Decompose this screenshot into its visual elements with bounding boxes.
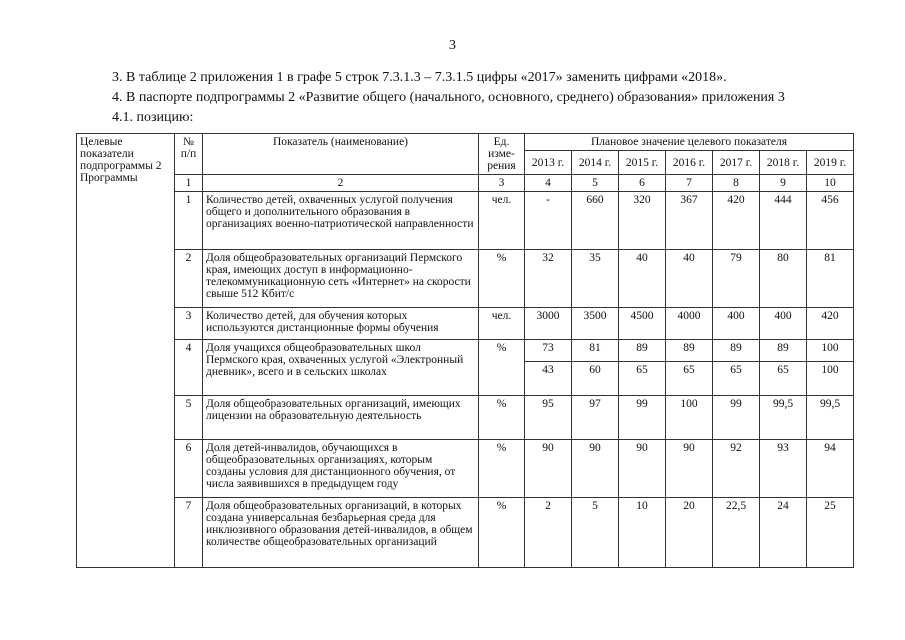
row-value: 100 bbox=[666, 396, 713, 440]
row-unit: % bbox=[479, 340, 525, 396]
row-indicator: Доля учащихся общеобразовательных школ Пермского края, охваченных услугой «Электронный дневник», всего и в сельских школах bbox=[203, 340, 479, 396]
row-value: 40 bbox=[619, 250, 666, 308]
table-row bbox=[77, 340, 854, 362]
header-year: 2017 г. bbox=[713, 151, 760, 175]
row-indicator: Доля общеобразовательных организаций Пермского края, имеющих доступ в информационно-телекоммуникационную сеть «Интернет» на скорости свыше 512 Кбит/с bbox=[203, 250, 479, 308]
paragraph-3: 4.1. позицию: bbox=[112, 110, 194, 125]
index-cell: 9 bbox=[760, 175, 807, 192]
row-value: - bbox=[525, 192, 572, 250]
index-cell: 3 bbox=[479, 175, 525, 192]
row-indicator: Доля общеобразовательных организаций, в которых создана универсальная безбарьерная среда для инклюзивного образования детей-инвалидов, в общем количестве общеобразовательных организаций bbox=[203, 498, 479, 568]
row-value: 367 bbox=[666, 192, 713, 250]
header-unit: Ед. изме-рения bbox=[479, 134, 525, 175]
header-year: 2018 г. bbox=[760, 151, 807, 175]
row-value: 99,5 bbox=[760, 396, 807, 440]
table-row bbox=[77, 440, 854, 498]
row-value-rural: 65 bbox=[619, 362, 666, 396]
row-unit: % bbox=[479, 498, 525, 568]
row-num: 3 bbox=[175, 308, 203, 340]
group-label-cell: Целевые показатели подпрограммы 2 Программы bbox=[77, 134, 175, 568]
row-value: 81 bbox=[572, 340, 619, 362]
page-number: 3 bbox=[449, 38, 456, 53]
target-indicators-table bbox=[76, 133, 854, 568]
row-value: 24 bbox=[760, 498, 807, 568]
row-value: 97 bbox=[572, 396, 619, 440]
header-year: 2013 г. bbox=[525, 151, 572, 175]
row-value: 3500 bbox=[572, 308, 619, 340]
row-value: 2 bbox=[525, 498, 572, 568]
row-value: 400 bbox=[760, 308, 807, 340]
row-num: 1 bbox=[175, 192, 203, 250]
row-value: 81 bbox=[807, 250, 854, 308]
row-value-rural: 43 bbox=[525, 362, 572, 396]
row-value: 660 bbox=[572, 192, 619, 250]
row-value: 99 bbox=[619, 396, 666, 440]
header-indicator: Показатель (наименование) bbox=[203, 134, 479, 175]
row-value-rural: 65 bbox=[666, 362, 713, 396]
row-value: 93 bbox=[760, 440, 807, 498]
index-cell: 2 bbox=[203, 175, 479, 192]
row-value-rural: 65 bbox=[760, 362, 807, 396]
table-row bbox=[77, 250, 854, 308]
row-unit: чел. bbox=[479, 192, 525, 250]
row-value: 40 bbox=[666, 250, 713, 308]
index-cell: 7 bbox=[666, 175, 713, 192]
index-cell: 5 bbox=[572, 175, 619, 192]
row-value: 4000 bbox=[666, 308, 713, 340]
row-value: 20 bbox=[666, 498, 713, 568]
row-value: 92 bbox=[713, 440, 760, 498]
paragraph-1: 3. В таблице 2 приложения 1 в графе 5 строк 7.3.1.3 – 7.3.1.5 цифры «2017» заменить цифрами «2018». bbox=[112, 70, 727, 85]
row-num: 6 bbox=[175, 440, 203, 498]
row-num: 4 bbox=[175, 340, 203, 396]
row-value: 4500 bbox=[619, 308, 666, 340]
row-value-rural: 65 bbox=[713, 362, 760, 396]
header-year: 2015 г. bbox=[619, 151, 666, 175]
header-row-1 bbox=[77, 134, 854, 151]
row-indicator: Количество детей, охваченных услугой получения общего и дополнительного образования в организациях военно-патриотической направленности bbox=[203, 192, 479, 250]
row-value: 320 bbox=[619, 192, 666, 250]
header-plan: Плановое значение целевого показателя bbox=[525, 134, 854, 151]
header-year: 2019 г. bbox=[807, 151, 854, 175]
row-value: 400 bbox=[713, 308, 760, 340]
row-value: 5 bbox=[572, 498, 619, 568]
row-value: 94 bbox=[807, 440, 854, 498]
row-value: 89 bbox=[619, 340, 666, 362]
row-value: 95 bbox=[525, 396, 572, 440]
index-cell: 6 bbox=[619, 175, 666, 192]
row-value: 90 bbox=[572, 440, 619, 498]
row-value: 99 bbox=[713, 396, 760, 440]
row-value: 22,5 bbox=[713, 498, 760, 568]
row-value: 89 bbox=[666, 340, 713, 362]
index-cell: 8 bbox=[713, 175, 760, 192]
table-row bbox=[77, 308, 854, 340]
row-num: 2 bbox=[175, 250, 203, 308]
row-value: 444 bbox=[760, 192, 807, 250]
row-indicator: Доля общеобразовательных организаций, имеющих лицензии на образовательную деятельность bbox=[203, 396, 479, 440]
row-value: 99,5 bbox=[807, 396, 854, 440]
row-value: 35 bbox=[572, 250, 619, 308]
row-unit: чел. bbox=[479, 308, 525, 340]
row-value: 32 bbox=[525, 250, 572, 308]
row-value: 90 bbox=[619, 440, 666, 498]
row-value: 79 bbox=[713, 250, 760, 308]
row-value: 420 bbox=[713, 192, 760, 250]
row-unit: % bbox=[479, 250, 525, 308]
row-value: 90 bbox=[525, 440, 572, 498]
index-cell: 10 bbox=[807, 175, 854, 192]
row-indicator: Доля детей-инвалидов, обучающихся в общеобразовательных организациях, которым созданы условия для дистанционного обучения, от числа заявившихся в предыдущем году bbox=[203, 440, 479, 498]
row-value: 80 bbox=[760, 250, 807, 308]
row-value-rural: 100 bbox=[807, 362, 854, 396]
table-row bbox=[77, 396, 854, 440]
row-value: 456 bbox=[807, 192, 854, 250]
row-value: 89 bbox=[760, 340, 807, 362]
index-cell: 4 bbox=[525, 175, 572, 192]
row-num: 7 bbox=[175, 498, 203, 568]
row-unit: % bbox=[479, 440, 525, 498]
row-indicator: Количество детей, для обучения которых используются дистанционные формы обучения bbox=[203, 308, 479, 340]
header-year: 2014 г. bbox=[572, 151, 619, 175]
row-value: 90 bbox=[666, 440, 713, 498]
header-year: 2016 г. bbox=[666, 151, 713, 175]
row-value: 73 bbox=[525, 340, 572, 362]
row-value-rural: 60 bbox=[572, 362, 619, 396]
row-value: 3000 bbox=[525, 308, 572, 340]
row-value: 420 bbox=[807, 308, 854, 340]
row-value: 100 bbox=[807, 340, 854, 362]
index-cell: 1 bbox=[175, 175, 203, 192]
row-value: 89 bbox=[713, 340, 760, 362]
index-row bbox=[77, 175, 854, 192]
row-value: 10 bbox=[619, 498, 666, 568]
row-unit: % bbox=[479, 396, 525, 440]
header-num: № п/п bbox=[175, 134, 203, 175]
row-num: 5 bbox=[175, 396, 203, 440]
paragraph-2: 4. В паспорте подпрограммы 2 «Развитие общего (начального, основного, среднего) образования» приложения 3 bbox=[112, 90, 785, 105]
table-row bbox=[77, 498, 854, 568]
row-value: 25 bbox=[807, 498, 854, 568]
table-row bbox=[77, 192, 854, 250]
